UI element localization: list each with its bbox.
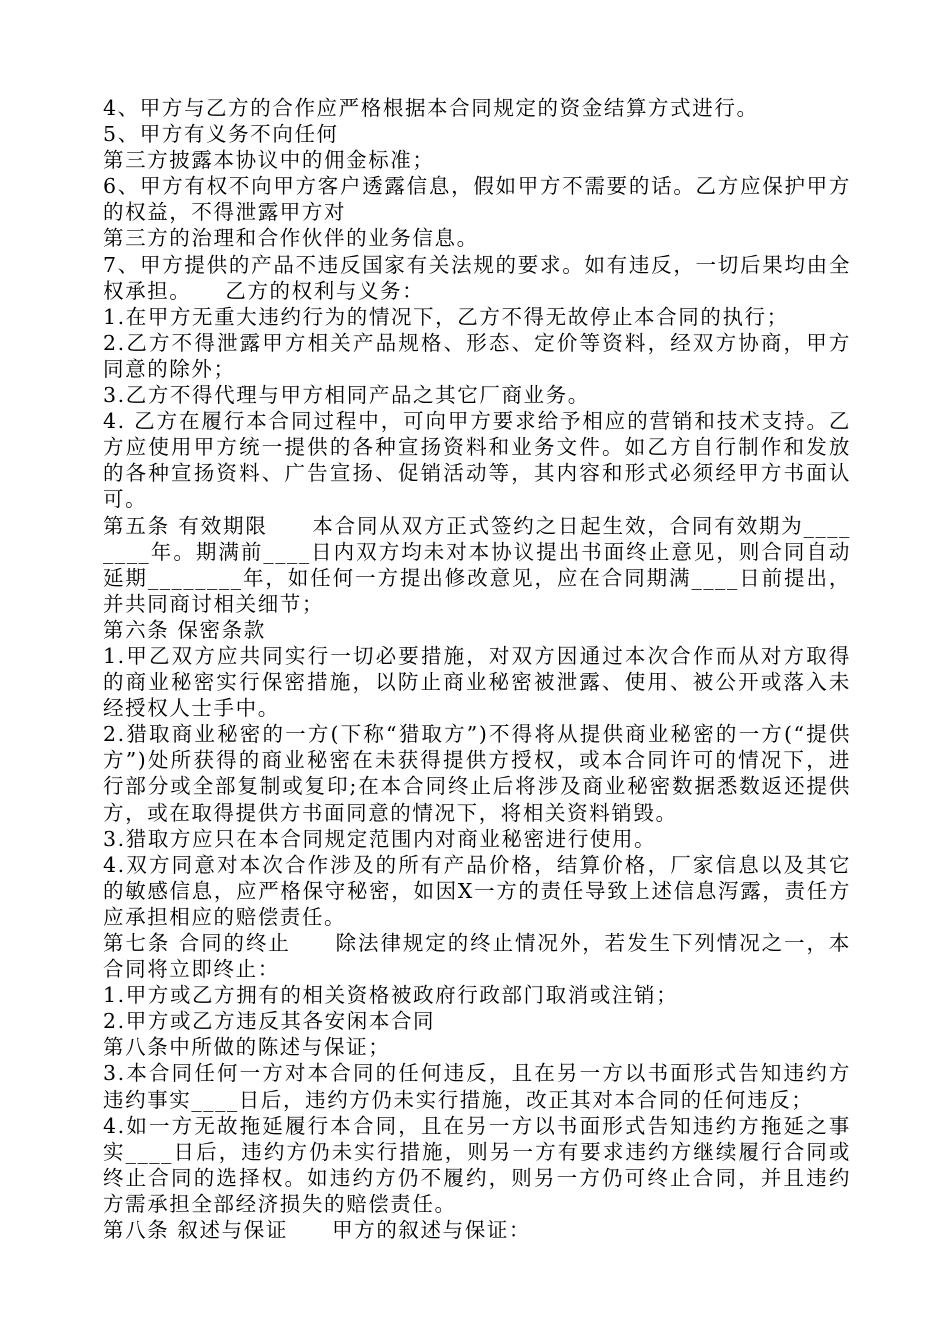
paragraph-third-party-management: 第三方的治理和合作伙伴的业务信息。 bbox=[103, 226, 479, 251]
paragraph-termination-item-4: 4.如一方无故拖延履行本合同，且在另一方以书面形式告知违约方拖延之事实____日后，违约方仍未实行措施，则另一方有要求违约方继续履行合同或终止合同的选择权。如违约方仍不履约，则另一方仍可终止合同，并且违约方需承担全部经济损失的赔偿责任。 bbox=[103, 1113, 851, 1216]
section-7-termination: 第七条 合同的终止 除法律规定的终止情况外，若发生下列情况之一，本合同将立即终止： bbox=[103, 931, 851, 982]
section-5-validity-period: 第五条 有效期限 本合同从双方正式签约之日起生效，合同有效期为________年。期满前____日内双方均未对本协议提出书面终止意见，则合同自动延期________年，如任何一方提出修改意见，应在合同期满____日前提出，并共同商讨相关细节； bbox=[103, 513, 851, 616]
section-8-representations: 第八条 叙述与保证 甲方的叙述与保证： bbox=[103, 1218, 532, 1243]
paragraph-party-b-item-1: 1.在甲方无重大违约行为的情况下，乙方不得无故停止本合同的执行； bbox=[103, 304, 789, 329]
paragraph-party-b-item-3: 3.乙方不得代理与甲方相同产品之其它厂商业务。 bbox=[103, 383, 590, 408]
paragraph-termination-item-2: 2.甲方或乙方违反其各安闲本合同 bbox=[103, 1009, 436, 1034]
paragraph-party-b-item-2: 2.乙方不得泄露甲方相关产品规格、形态、定价等资料，经双方协商，甲方同意的除外； bbox=[103, 330, 851, 381]
paragraph-confidential-item-1: 1.甲乙双方应共同实行一切必要措施，对双方因通过本次合作而从对方取得的商业秘密实行保密措施，以防止商业秘密被泄露、使用、被公开或落入未经授权人士手中。 bbox=[103, 643, 851, 721]
paragraph-termination-item-1: 1.甲方或乙方拥有的相关资格被政府行政部门取消或注销； bbox=[103, 983, 679, 1008]
paragraph-confidential-item-3: 3.猎取方应只在本合同规定范围内对商业秘密进行使用。 bbox=[103, 826, 657, 851]
paragraph-confidential-item-4: 4.双方同意对本次合作涉及的所有产品价格，结算价格，厂家信息以及其它的敏感信息，应严格保守秘密，如因X一方的责任导致上述信息泻露，责任方应承担相应的赔偿责任。 bbox=[103, 852, 851, 929]
paragraph-clause-4-settlement: 4、甲方与乙方的合作应严格根据本合同规定的资金结算方式进行。 bbox=[103, 96, 759, 120]
paragraph-section-8-reference: 第八条中所做的陈述与保证； bbox=[103, 1035, 391, 1060]
paragraph-confidential-item-2: 2.猎取商业秘密的一方(下称“猎取方”)不得将从提供商业秘密的一方(“提供方”)处所获得的商业秘密在未获得提供方授权，或本合同许可的情况下，进行部分或全部复制或复印;在本合同终止后将涉及商业秘密数据悉数返还提供方，或在取得提供方书面同意的情况下，将相关资料销毁。 bbox=[103, 722, 851, 825]
paragraph-party-b-item-4: 4. 乙方在履行本合同过程中，可向甲方要求给予相应的营销和技术支持。乙方应使用甲方统一提供的各种宣扬资料和业务文件。如乙方自行制作和发放的各种宣扬资料、广告宣扬、促销活动等，其内容和形式必须经甲方书面认可。 bbox=[103, 409, 851, 512]
paragraph-clause-7-products: 7、甲方提供的产品不违反国家有关法规的要求。如有违反，一切后果均由全权承担。 乙方的权利与义务： bbox=[103, 252, 851, 303]
paragraph-clause-5-obligation: 5、甲方有义务不向任何 bbox=[103, 122, 339, 147]
section-6-heading: 第六条 保密条款 bbox=[103, 617, 266, 642]
paragraph-termination-item-3: 3.本合同任何一方对本合同的任何违反，且在另一方以书面形式告知违约方违约事实____日后，违约方仍未实行措施，改正其对本合同的任何违反； bbox=[103, 1061, 851, 1112]
document-page bbox=[103, 95, 851, 1243]
paragraph-clause-6-rights: 6、甲方有权不向甲方客户透露信息，假如甲方不需要的话。乙方应保护甲方的权益，不得泄露甲方对 bbox=[103, 174, 851, 225]
paragraph-third-party-commission: 第三方披露本协议中的佣金标准； bbox=[103, 148, 435, 173]
